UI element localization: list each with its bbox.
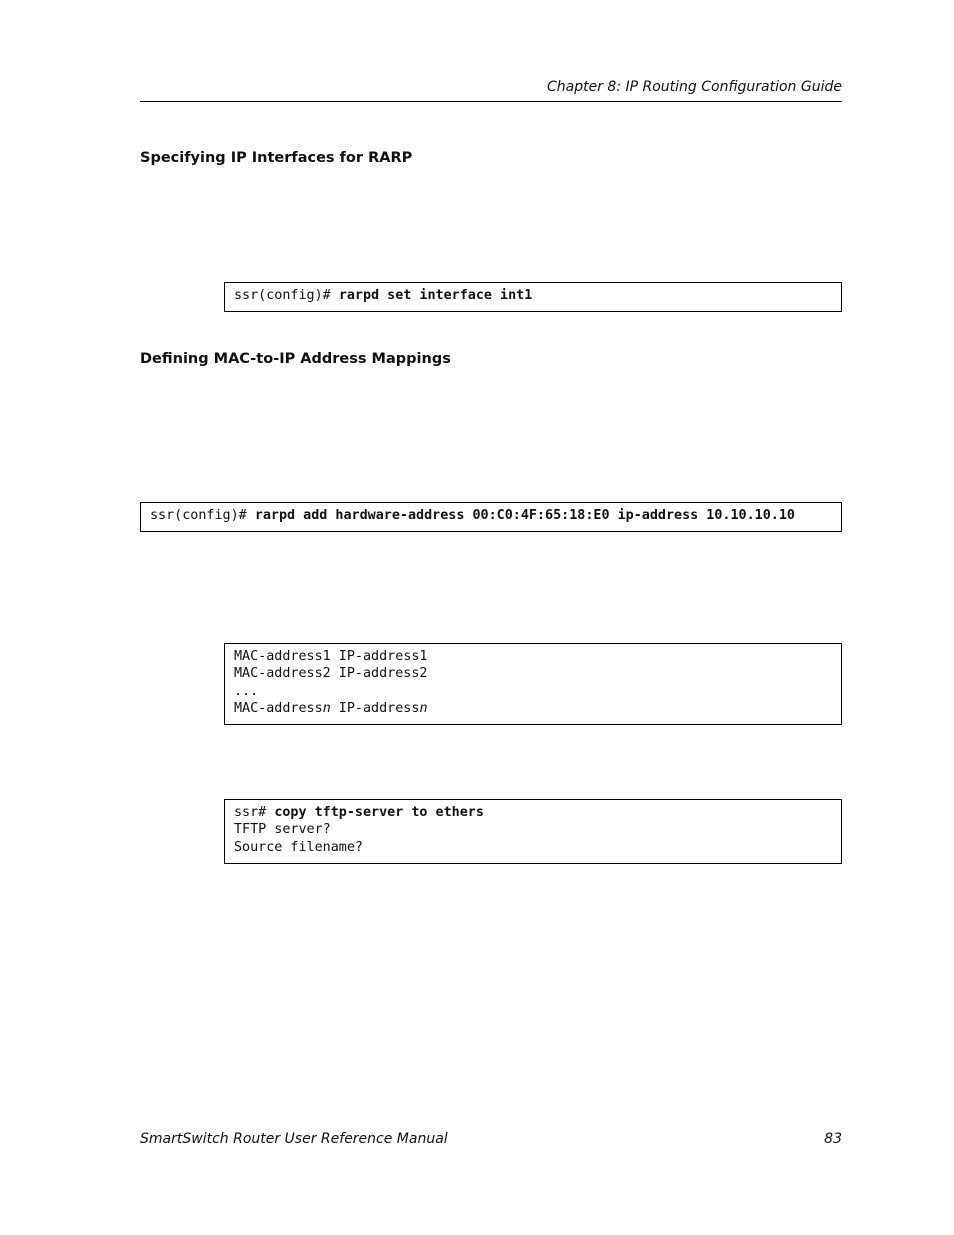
- code-block-ethers-file-format: [224, 643, 842, 725]
- code-block-rarpd-add-hardware-address: [140, 502, 842, 532]
- cli-command: copy tftp-server to ethers: [274, 805, 484, 820]
- cli-command: rarpd add hardware-address 00:C0:4F:65:18:E0 ip-address 10.10.10.10: [254, 508, 795, 523]
- cli-prompt: ssr(config)#: [150, 508, 255, 523]
- code-block-rarpd-set-interface: [224, 282, 842, 312]
- page-number: 83: [824, 1131, 842, 1147]
- ethers-line: MAC-address2 IP-address2: [234, 666, 428, 682]
- chapter-title: Chapter 8: IP Routing Configuration Guide: [546, 79, 842, 95]
- code-block-copy-tftp-server: [224, 799, 842, 864]
- ethers-line: MAC-address1 IP-address1: [234, 649, 428, 664]
- cli-command: rarpd set interface int1: [338, 288, 533, 303]
- cli-prompt: ssr#: [234, 805, 275, 820]
- section-heading-mac-ip-mappings: Defining MAC-to-IP Address Mappings: [140, 351, 451, 367]
- cli-command-line: [234, 804, 832, 821]
- cli-prompt: ssr(config)#: [234, 288, 339, 303]
- cli-output-line: TFTP server?: [234, 822, 331, 838]
- ethers-line-n: MAC-addressn IP-addressn: [234, 700, 428, 716]
- manual-title: SmartSwitch Router User Reference Manual: [140, 1131, 448, 1147]
- header-rule: [140, 101, 842, 102]
- ethers-ellipsis: ...: [234, 683, 259, 699]
- cli-output-line: Source filename?: [234, 839, 363, 855]
- section-heading-rarp-interfaces: Specifying IP Interfaces for RARP: [140, 150, 413, 166]
